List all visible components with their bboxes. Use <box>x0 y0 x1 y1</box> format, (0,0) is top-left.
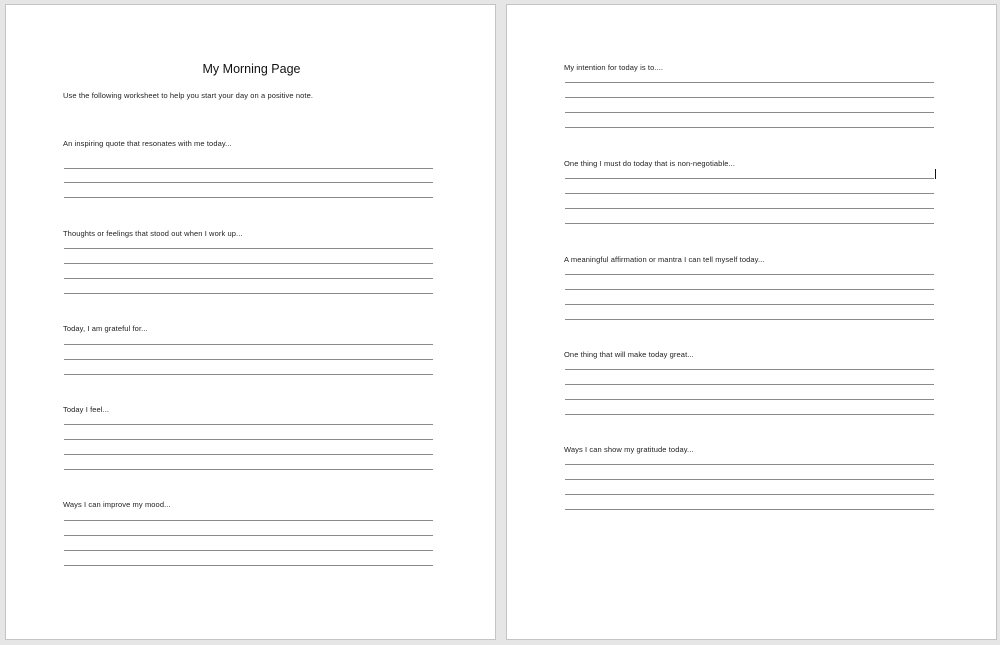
writing-line[interactable] <box>64 535 433 536</box>
prompt-thoughts-feelings: Thoughts or feelings that stood out when I work up... <box>63 229 243 238</box>
writing-line[interactable] <box>64 168 433 169</box>
writing-line[interactable] <box>565 399 934 400</box>
worksheet-page-2 <box>506 4 997 640</box>
writing-line[interactable] <box>64 278 433 279</box>
writing-line[interactable] <box>565 369 934 370</box>
prompt-grateful-for: Today, I am grateful for... <box>63 324 148 333</box>
writing-line[interactable] <box>565 208 934 209</box>
writing-line[interactable] <box>64 565 433 566</box>
writing-line[interactable] <box>565 289 934 290</box>
prompt-affirmation: A meaningful affirmation or mantra I can tell myself today... <box>564 255 765 264</box>
page-title: My Morning Page <box>202 62 301 76</box>
writing-line[interactable] <box>565 414 934 415</box>
prompt-show-gratitude: Ways I can show my gratitude today... <box>564 445 694 454</box>
worksheet-page-1 <box>5 4 496 640</box>
writing-line[interactable] <box>64 344 433 345</box>
writing-line[interactable] <box>64 263 433 264</box>
writing-line[interactable] <box>565 223 934 224</box>
writing-line[interactable] <box>565 494 934 495</box>
writing-line[interactable] <box>64 454 433 455</box>
writing-line[interactable] <box>565 193 934 194</box>
writing-line[interactable] <box>565 464 934 465</box>
writing-line[interactable] <box>64 439 433 440</box>
prompt-non-negotiable: One thing I must do today that is non-negotiable... <box>564 159 736 168</box>
writing-line[interactable] <box>565 304 934 305</box>
prompt-inspiring-quote: An inspiring quote that resonates with me today... <box>63 139 232 148</box>
writing-line[interactable] <box>64 374 433 375</box>
writing-line[interactable] <box>64 359 433 360</box>
prompt-intention: My intention for today is to.... <box>564 63 664 72</box>
text-cursor <box>935 169 936 179</box>
writing-line[interactable] <box>64 293 433 294</box>
writing-line[interactable] <box>565 384 934 385</box>
writing-line[interactable] <box>64 197 433 198</box>
writing-line[interactable] <box>565 82 934 83</box>
writing-line[interactable] <box>64 469 433 470</box>
writing-line[interactable] <box>565 319 934 320</box>
writing-line[interactable] <box>64 182 433 183</box>
writing-line[interactable] <box>565 479 934 480</box>
writing-line[interactable] <box>565 97 934 98</box>
writing-line[interactable] <box>64 520 433 521</box>
writing-line[interactable] <box>565 274 934 275</box>
writing-line[interactable] <box>64 424 433 425</box>
writing-line[interactable] <box>565 127 934 128</box>
prompt-today-i-feel: Today I feel... <box>63 405 110 414</box>
prompt-make-today-great: One thing that will make today great... <box>564 350 694 359</box>
writing-line[interactable] <box>64 550 433 551</box>
writing-line[interactable] <box>565 112 934 113</box>
writing-line[interactable] <box>565 178 934 179</box>
prompt-improve-mood: Ways I can improve my mood... <box>63 500 171 509</box>
writing-line[interactable] <box>64 248 433 249</box>
intro-text: Use the following worksheet to help you start your day on a positive note. <box>63 91 314 100</box>
writing-line[interactable] <box>565 509 934 510</box>
